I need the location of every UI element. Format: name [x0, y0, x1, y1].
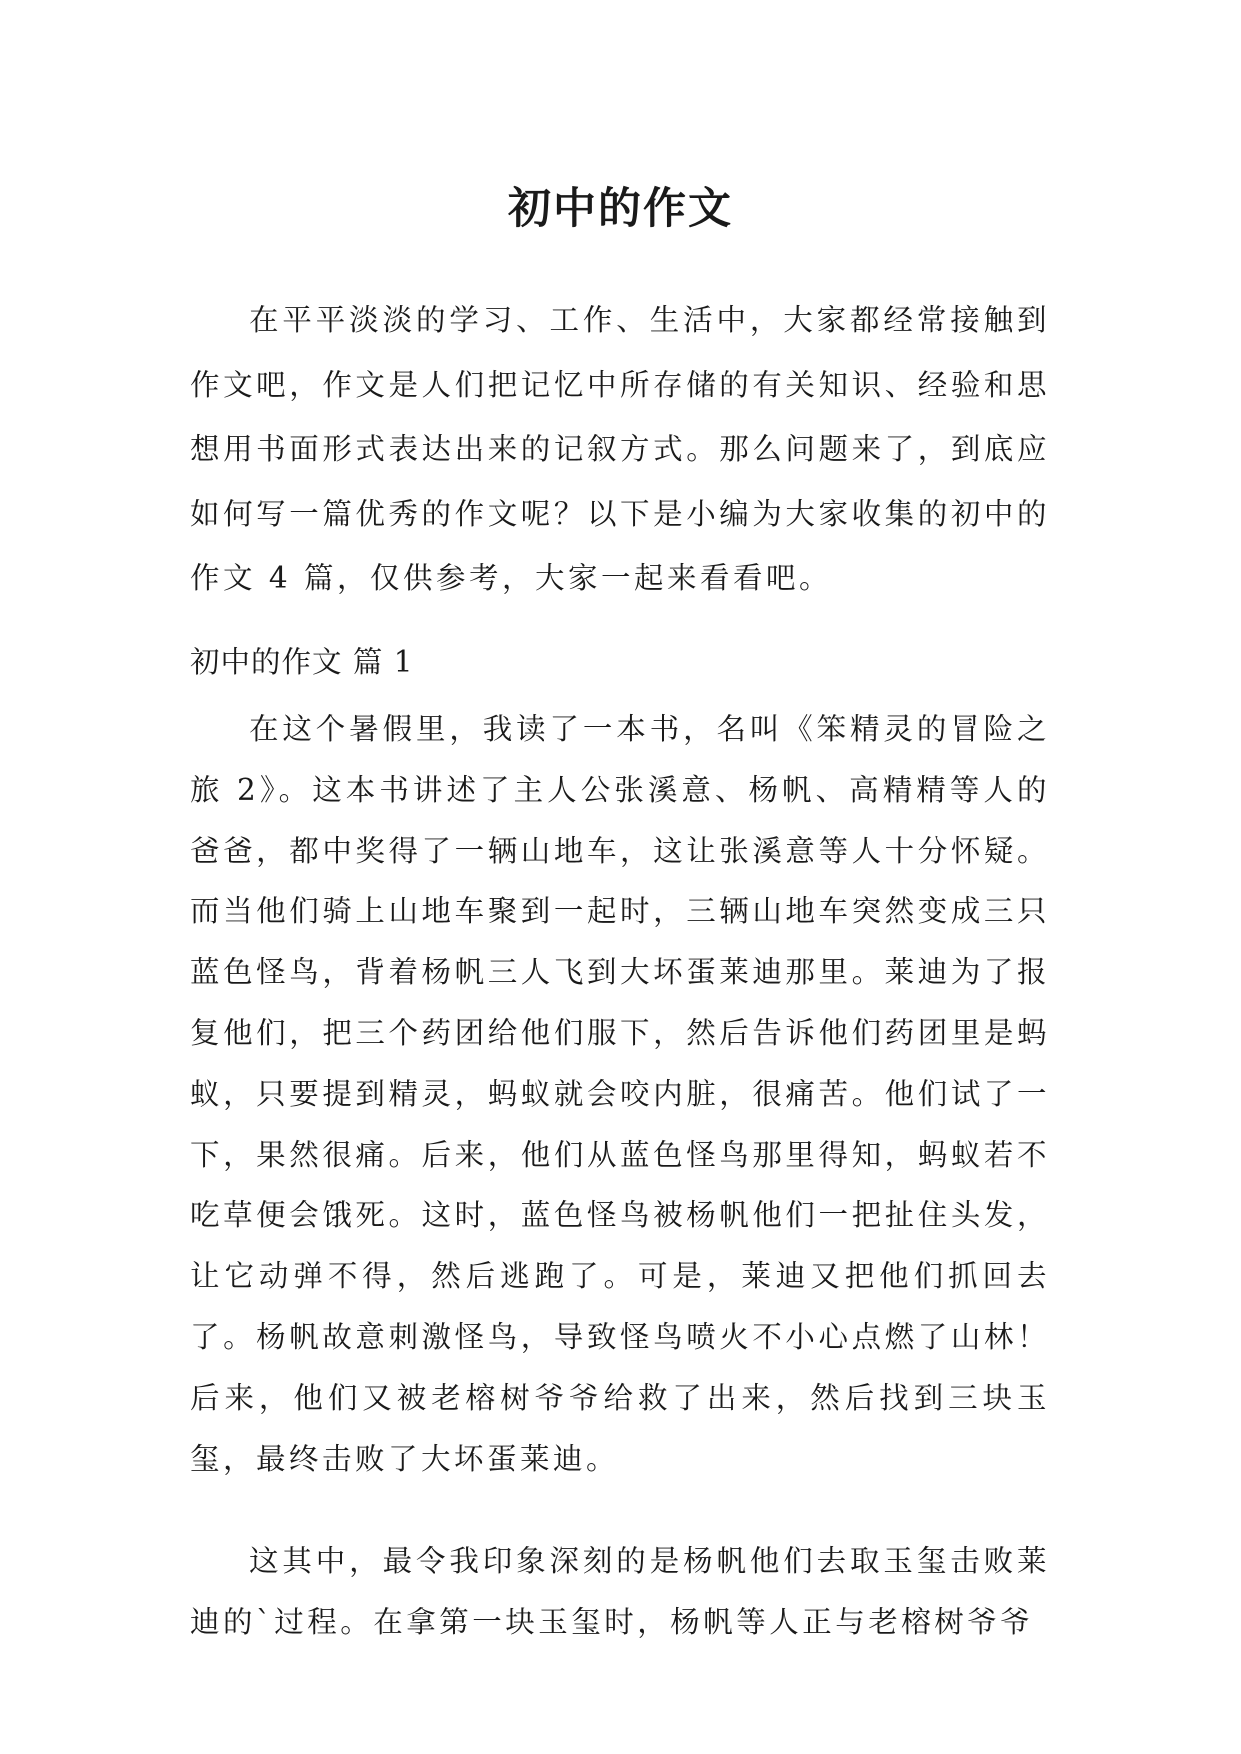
body-paragraph: 在这个暑假里，我读了一本书，名叫《笨精灵的冒险之旅 2》。这本书讲述了主人公张溪意、杨帆、高精精等人的爸爸，都中奖得了一辆山地车，这让张溪意等人十分怀疑。而当他们骑上山地车聚到一起时，三辆山地车突然变成三只蓝色怪鸟，背着杨帆三人飞到大坏蛋莱迪那里。莱迪为了报复他们，把三个药团给他们服下，然后告诉他们药团里是蚂蚁，只要提到精灵，蚂蚁就会咬内脏，很痛苦。他们试了一下，果然很痛。后来，他们从蓝色怪鸟那里得知，蚂蚁若不吃草便会饿死。这时，蓝色怪鸟被杨帆他们一把扯住头发，让它动弹不得，然后逃跑了。可是，莱迪又把他们抓回去了。杨帆故意刺激怪鸟，导致怪鸟喷火不小心点燃了山林！后来，他们又被老榕树爷爷给救了出来，然后找到三块玉玺，最终击败了大坏蛋莱迪。 — [190, 712, 1050, 1476]
section-heading: 初中的作文 篇 1 — [190, 645, 414, 679]
page-title: 初中的作文 — [508, 183, 733, 234]
body-paragraph: 这其中，最令我印象深刻的是杨帆他们去取玉玺击败莱迪的`过程。在拿第一块玉玺时，杨帆等人正与老榕树爷爷 — [190, 1544, 1050, 1639]
intro-paragraph: 在平平淡淡的学习、工作、生活中，大家都经常接触到作文吧，作文是人们把记忆中所存储的有关知识、经验和思想用书面形式表达出来的记叙方式。那么问题来了，到底应如何写一篇优秀的作文呢？以下是小编为大家收集的初中的作文 4 篇，仅供参考，大家一起来看看吧。 — [190, 303, 1050, 595]
